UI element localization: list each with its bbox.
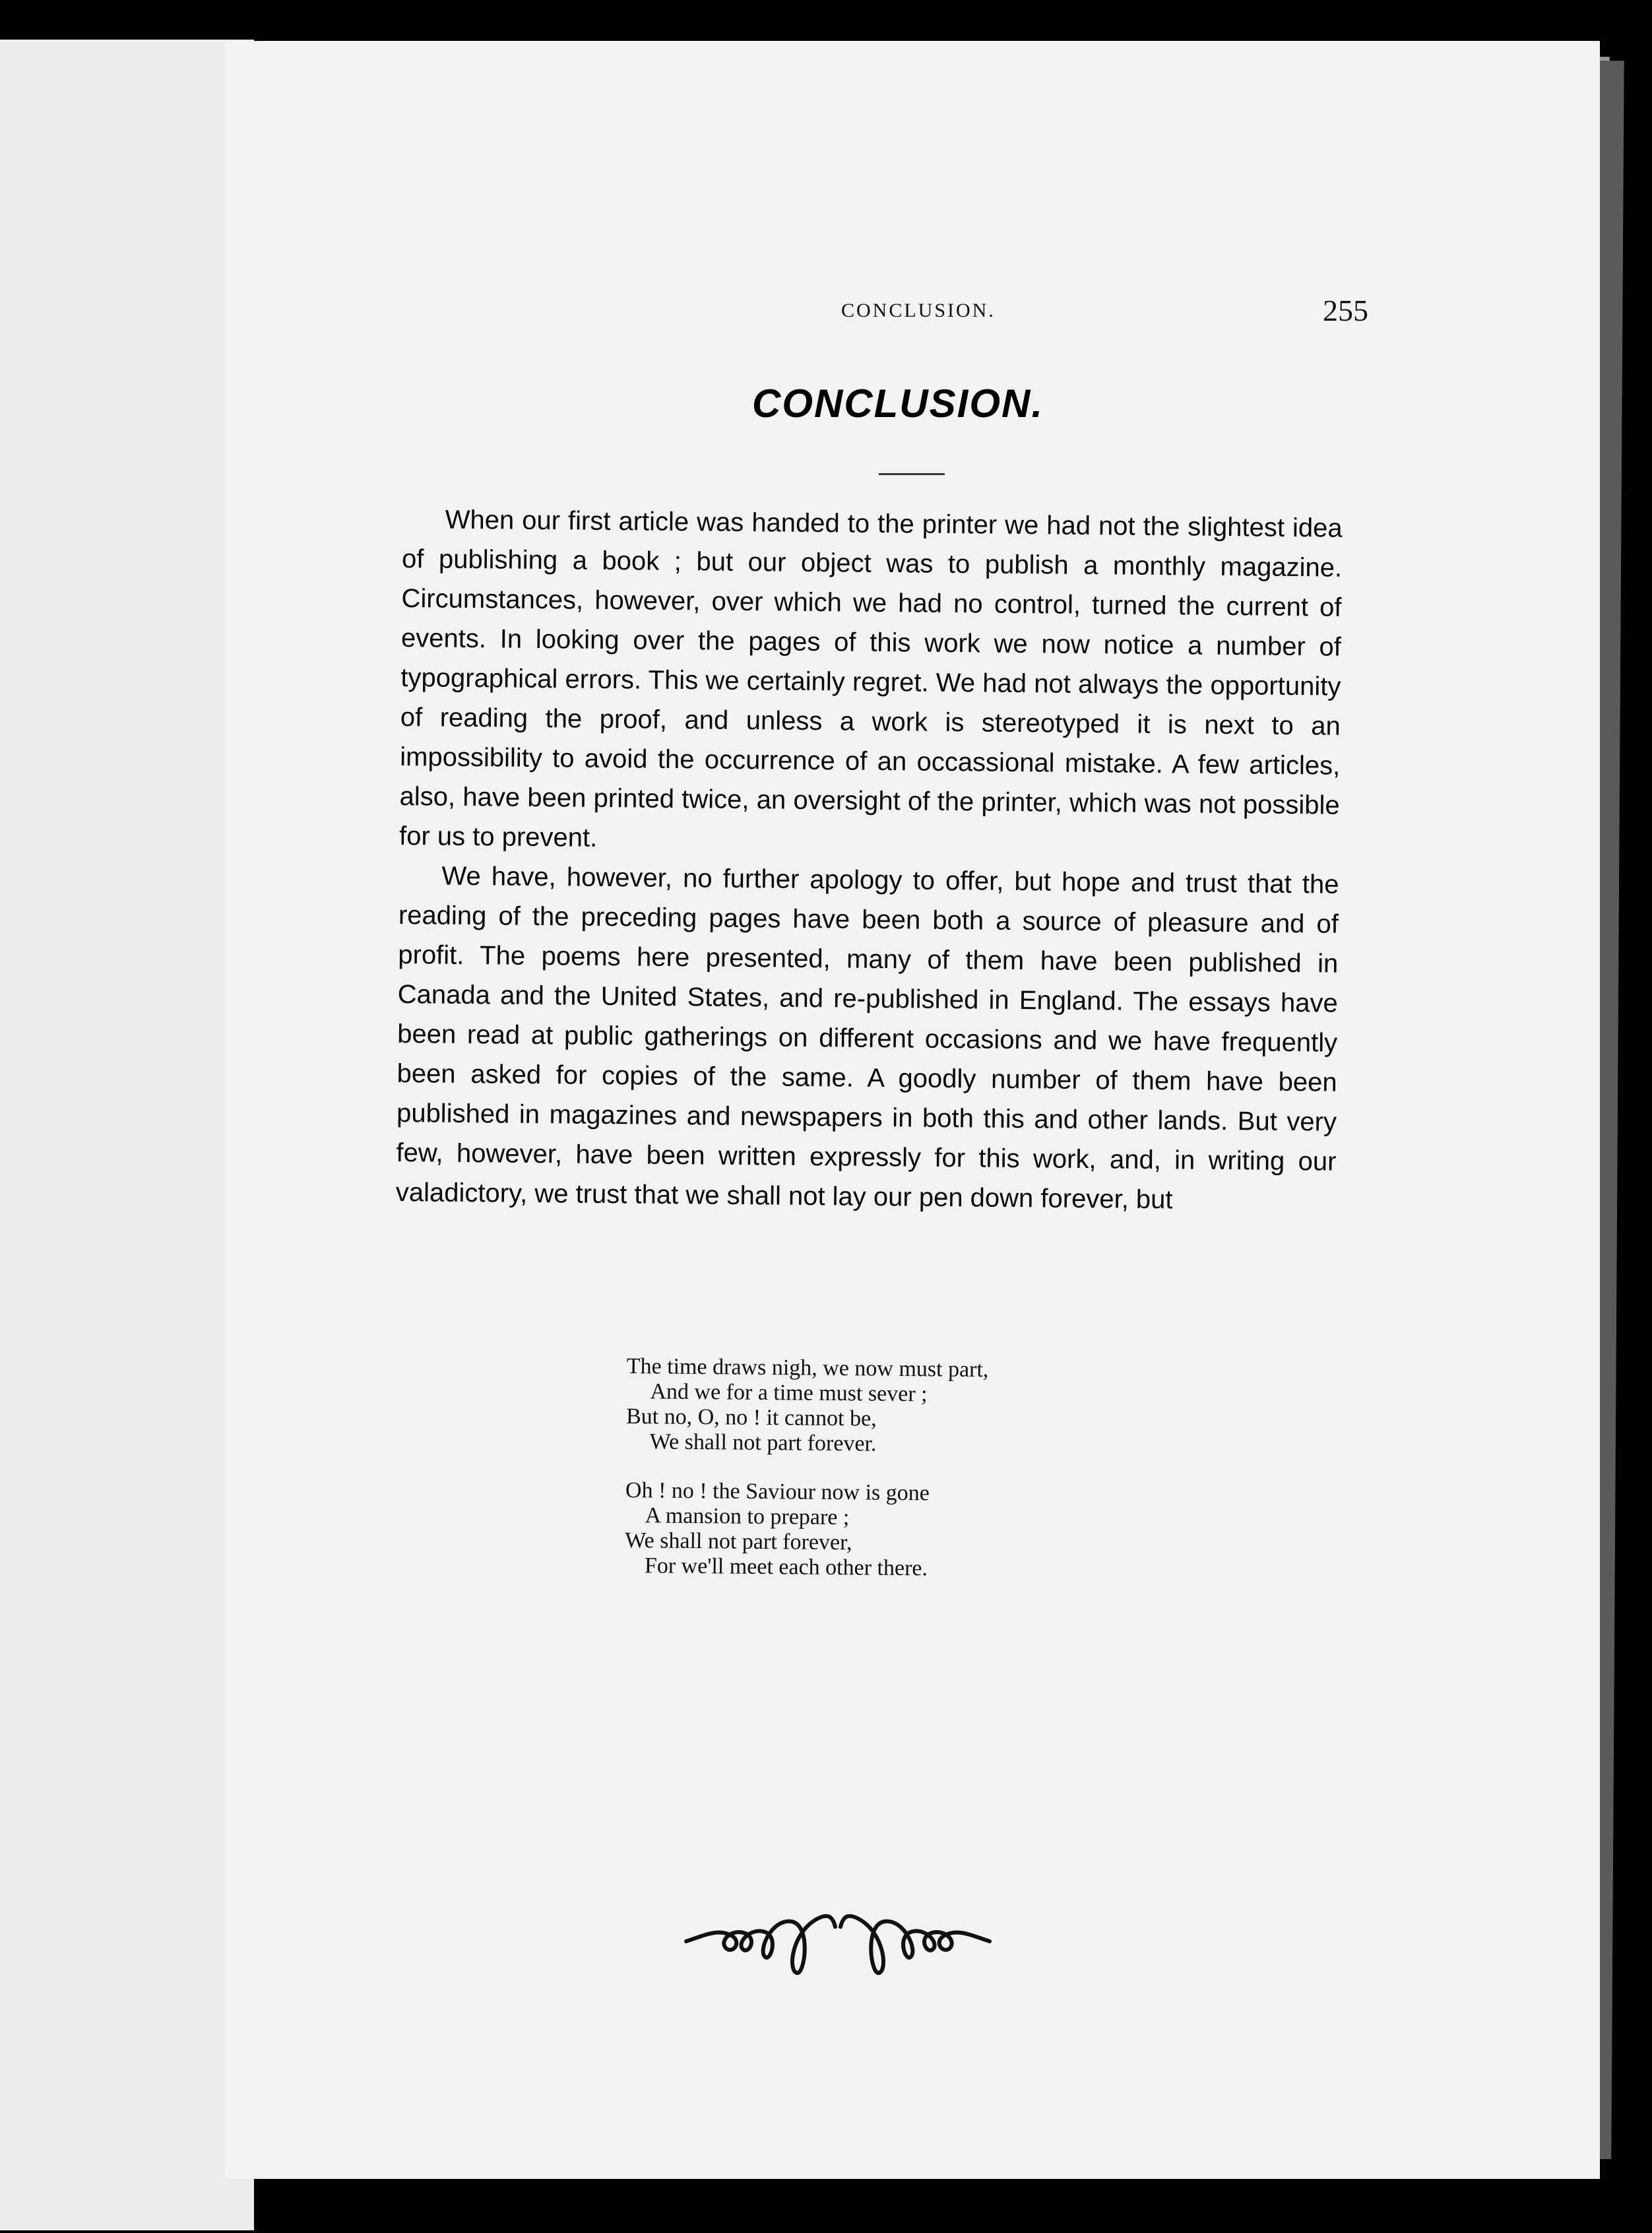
running-title: CONCLUSION. [841,300,996,321]
poem-stanza-1 [626,1354,1155,1460]
heading-rule [879,473,945,475]
poem-line: And we for a time must sever ; [650,1379,928,1407]
book-page [224,41,1600,2179]
poem-line: A mansion to prepare ; [645,1503,850,1530]
poem-line: But no, O, no ! it cannot be, [625,1404,877,1431]
poem [624,1354,1155,1607]
paragraph-1: When our first article was handed to the printer we had not the slightest idea of publishing a book ; but our object was to publish a monthly magazine. Circumstances, however, over which we had no control, turned the current of events. In looking over the pages of this work we now notice a number of typographical errors. This we certainly regret. We had not always the opportunity of reading the proof, and unless a work is stereotyped it is next to an impossibility to avoid the occurrence of an occassional mistake. A few articles, also, have been printed twice, an oversight of the printer, which was not possible for us to prevent. [398,505,1343,853]
poem-line: Oh ! no ! the Saviour now is gone [625,1477,930,1506]
body-text [396,500,1343,1221]
poem-line: We shall not part forever, [625,1528,852,1555]
poem-line: We shall not part forever. [649,1429,877,1456]
poem-line: For we'll meet each other there. [644,1553,928,1581]
page-number: 255 [1323,294,1368,327]
running-head [224,294,1600,339]
poem-stanza-2 [625,1478,1153,1584]
chapter-heading: CONCLUSION. [752,381,1044,426]
left-facing-page [0,40,254,2230]
poem-line: The time draws nigh, we now must part, [626,1354,989,1382]
paragraph-2: We have, however, no further apology to offer, but hope and trust that the reading of the preceding pages have been both a source of pleasure and of profit. The poems here presented, many of them have been published in Canada and the United States, and re-published in England. The essays have been read at public gatherings on different occasions and we have frequently been asked for copies of the same. A goodly number of them have been published in magazines and newspapers in both this and other lands. But very few, however, have been written expressly for this work, and, in writing our valadictory, we trust that we shall not lay our pen down forever, but [395,861,1339,1215]
flourish-ornament-icon [680,1889,996,1988]
